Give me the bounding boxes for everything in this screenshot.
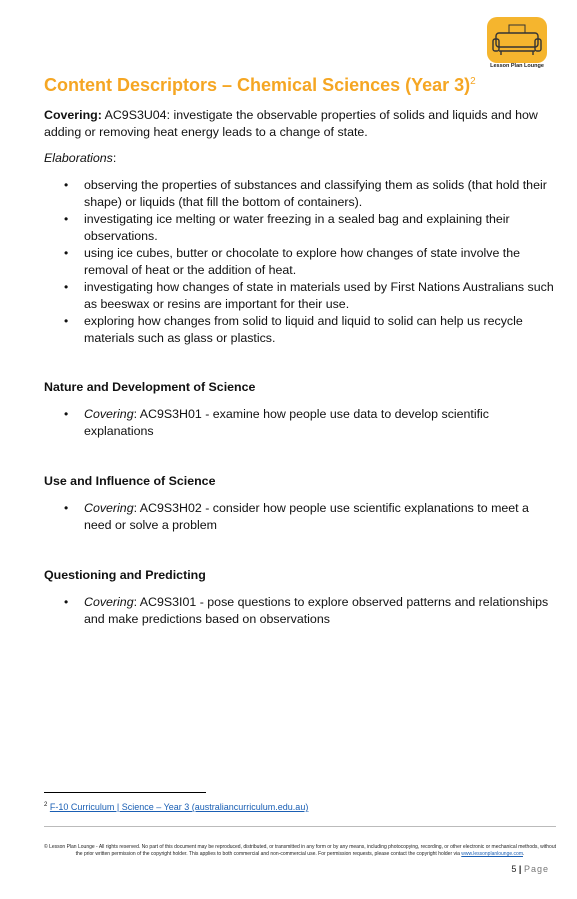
footnote bbox=[44, 802, 308, 812]
page-number-value: 5 bbox=[511, 864, 517, 874]
section-list bbox=[44, 406, 556, 440]
covering-paragraph bbox=[44, 107, 554, 141]
list-item: • observing the properties of substances and classifying them as solids (that hold their shape) or liquids (that fill the bottom of containers). bbox=[44, 177, 556, 211]
copyright-end: . bbox=[522, 851, 525, 857]
covering-text: : AC9S3H02 - consider how people use scientific explanations to meet a need or solve a problem bbox=[84, 501, 529, 532]
section-heading: Nature and Development of Science bbox=[44, 380, 256, 394]
list-item: • exploring how changes from solid to liquid and liquid to solid can help us recycle materials such as glass or plastics. bbox=[44, 313, 556, 347]
elaborations-colon: : bbox=[112, 151, 117, 165]
covering-text: : AC9S3I01 - pose questions to explore observed patterns and relationships and make predictions based on observations bbox=[84, 595, 549, 626]
list-item: • investigating ice melting or water freezing in a sealed bag and explaining their observations. bbox=[44, 211, 556, 245]
section-heading: Use and Influence of Science bbox=[44, 474, 216, 488]
page-word: Page bbox=[523, 864, 549, 874]
elaborations-list bbox=[44, 177, 556, 347]
list-item bbox=[44, 406, 556, 440]
elaborations-label-text: Elaborations bbox=[44, 151, 113, 165]
list-item bbox=[44, 500, 556, 534]
list-item: • investigating how changes of state in materials used by First Nations Australians such as beeswax or resins are important for their use. bbox=[44, 279, 556, 313]
list-item bbox=[44, 594, 556, 628]
elaborations-label bbox=[44, 150, 554, 167]
covering-text: AC9S3U04: investigate the observable properties of solids and liquids and how adding or removing heat energy leads to a change of state. bbox=[44, 108, 538, 139]
section-heading: Questioning and Predicting bbox=[44, 568, 206, 582]
footer-divider bbox=[44, 826, 556, 827]
page-separator: | bbox=[518, 864, 522, 874]
covering-text: : AC9S3H01 - examine how people use data to develop scientific explanations bbox=[84, 407, 490, 438]
covering-label: Covering bbox=[84, 501, 134, 515]
footnote-divider bbox=[44, 792, 206, 793]
page-title bbox=[44, 75, 476, 96]
footnote-link[interactable]: F-10 Curriculum | Science – Year 3 (australiancurriculum.edu.au) bbox=[49, 802, 309, 812]
title-footnote-ref: 2 bbox=[470, 76, 476, 87]
covering-label: Covering bbox=[84, 407, 134, 421]
covering-label: Covering: bbox=[44, 108, 102, 122]
section-list bbox=[44, 594, 556, 628]
copyright-link[interactable]: www.lessonplanlounge.com bbox=[461, 851, 523, 857]
footnote-number: 2 bbox=[44, 802, 48, 808]
page-number bbox=[511, 864, 549, 874]
title-text: Content Descriptors – Chemical Sciences (Year 3) bbox=[44, 75, 471, 95]
list-item: • using ice cubes, butter or chocolate to explore how changes of state involve the removal of heat or the addition of heat. bbox=[44, 245, 556, 279]
covering-label: Covering bbox=[84, 595, 134, 609]
logo-caption: Lesson Plan Lounge bbox=[490, 63, 544, 69]
section-list bbox=[44, 500, 556, 534]
copyright-text: © Lesson Plan Lounge - All rights reserved. No part of this document may be reproduced, distributed, or transmitted in any form or by any means, including photocopying, recording, or other electronic or mechanical methods, without the prior written permission of the copyright holder. This applies to both commercial and non-commercial use. For permission requests, please contact the copyright holder via bbox=[44, 844, 557, 857]
copyright-notice bbox=[44, 844, 556, 858]
